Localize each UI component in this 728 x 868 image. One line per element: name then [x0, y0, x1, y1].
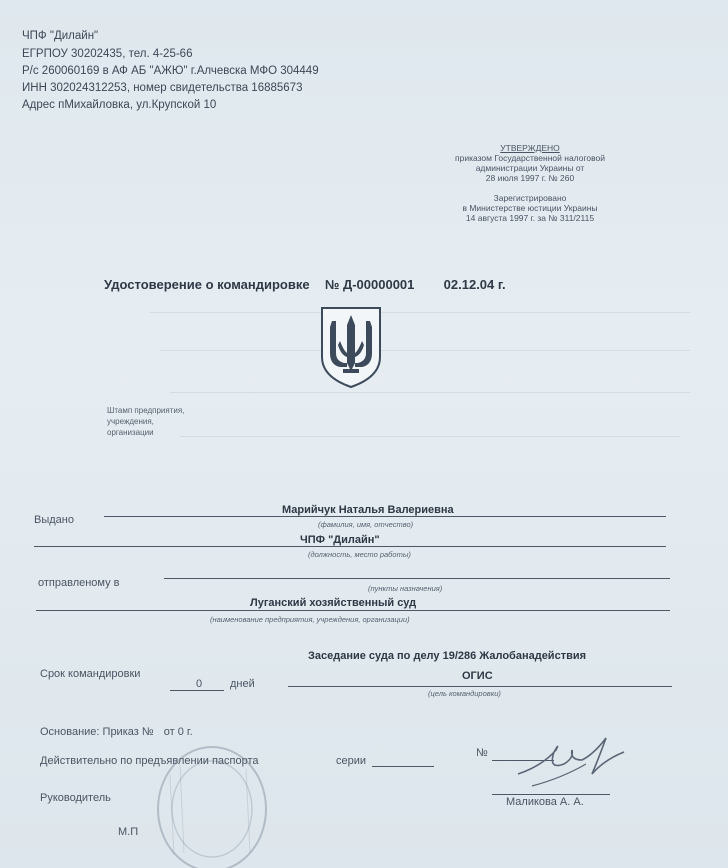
approval-line: приказом Государственной налоговой	[455, 153, 605, 163]
passport-number-label: №	[476, 747, 488, 759]
signature-icon	[512, 730, 632, 790]
passport-label: Действительно по предъявлении паспорта	[40, 755, 259, 767]
head-name: Маликова А. А.	[506, 796, 584, 808]
company-account: Р/с 260060169 в АФ АБ "АЖЮ" г.Алчевска МФО 304449	[22, 65, 319, 77]
sent-court-caption: (наименование предприятия, учреждения, организации)	[210, 615, 410, 624]
basis-label: Основание: Приказ №	[40, 726, 154, 738]
issued-org-caption: (должность, место работы)	[308, 550, 411, 559]
head-signature-line	[492, 794, 610, 795]
issued-org: ЧПФ "Дилайн"	[300, 534, 380, 546]
issued-name-line	[104, 516, 666, 517]
issued-name-caption: (фамилия, имя, отчество)	[318, 520, 414, 529]
company-name: ЧПФ "Дилайн"	[22, 30, 99, 42]
round-seal-icon	[150, 735, 270, 868]
ghost-line	[150, 312, 690, 313]
term-purpose: Заседание суда по делу 19/286 Жалобанадействия	[308, 650, 587, 662]
issued-label: Выдано	[34, 514, 74, 526]
passport-series-line	[372, 766, 434, 767]
sent-dest-line	[164, 578, 670, 579]
company-inn: ИНН 302024312253, номер свидетельства 16885673	[22, 82, 303, 94]
registration-line: 14 августа 1997 г. за № 311/2115	[465, 213, 595, 223]
sent-court-line	[36, 610, 670, 611]
stamp-line: организации	[107, 428, 154, 437]
ghost-line	[160, 350, 690, 351]
issued-name: Марийчук Наталья Валериевна	[282, 504, 454, 516]
issued-org-line	[34, 546, 666, 547]
doc-title-text: Удостоверение о командировке	[104, 277, 310, 292]
doc-date: 02.12.04 г.	[443, 277, 506, 292]
stamp-caption	[107, 405, 184, 438]
approval-block	[430, 143, 630, 223]
term-days-line	[170, 690, 224, 691]
head-label: Руководитель	[40, 792, 111, 804]
term-days-value: 0	[196, 678, 203, 690]
passport-series-label: серии	[336, 755, 367, 767]
sent-label: отправленому в	[38, 577, 120, 589]
registration-line: Зарегистрировано	[493, 193, 567, 203]
company-address: Адрес пМихайловка, ул.Крупской 10	[22, 99, 217, 111]
term-purpose-line	[288, 686, 672, 687]
company-egrpou: ЕГРПОУ 30202435, тел. 4-25-66	[22, 48, 193, 60]
stamp-line: учреждения,	[107, 417, 154, 426]
sent-dest-caption: (пункты назначения)	[368, 584, 443, 593]
approval-line: 28 июля 1997 г. № 260	[485, 173, 575, 183]
term-label: Срок командировки	[40, 668, 141, 680]
doc-title	[104, 277, 506, 292]
term-purpose-cont: ОГИС	[462, 670, 493, 682]
trident-emblem-icon	[318, 305, 384, 389]
registration-line: в Министерстве юстиции Украины	[462, 203, 598, 213]
term-days-label: дней	[230, 678, 255, 690]
approval-line: УТВЕРЖДЕНО	[500, 143, 560, 153]
sent-court: Луганский хозяйственный суд	[250, 597, 417, 609]
basis-from: от 0 г.	[163, 726, 193, 738]
mp-label: М.П	[118, 826, 139, 838]
approval-line: администрации Украины от	[475, 163, 585, 173]
term-purpose-caption: (цель командировки)	[428, 689, 501, 698]
ghost-line	[180, 436, 680, 437]
ghost-line	[170, 392, 690, 393]
doc-number: № Д-00000001	[324, 277, 415, 292]
stamp-line: Штамп предприятия,	[107, 406, 185, 415]
